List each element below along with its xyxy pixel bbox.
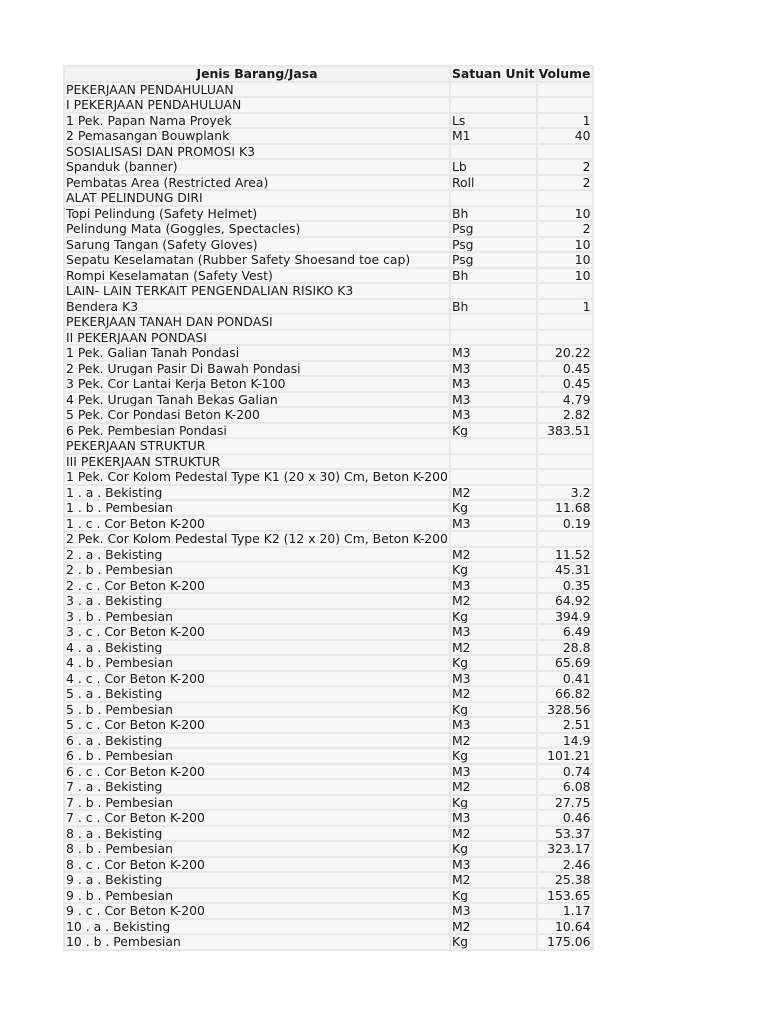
volume-cell xyxy=(538,532,592,546)
item-cell: 1 . a . Bekisting xyxy=(65,486,449,500)
item-cell: 7 . a . Bekisting xyxy=(65,780,449,794)
unit-cell: Psg xyxy=(451,253,536,267)
item-cell: 6 . a . Bekisting xyxy=(65,734,449,748)
volume-cell: 10 xyxy=(538,207,592,221)
volume-cell: 1.17 xyxy=(538,904,592,918)
item-cell: 2 . b . Pembesian xyxy=(65,563,449,577)
item-cell: Rompi Keselamatan (Safety Vest) xyxy=(65,269,449,283)
unit-cell: M2 xyxy=(451,920,536,934)
volume-cell: 27.75 xyxy=(538,796,592,810)
table-row xyxy=(65,858,592,872)
volume-cell xyxy=(538,439,592,453)
table-row xyxy=(65,501,592,515)
table-row xyxy=(65,346,592,360)
unit-cell xyxy=(451,331,536,345)
unit-cell xyxy=(451,439,536,453)
table-row xyxy=(65,98,592,112)
unit-cell: M2 xyxy=(451,486,536,500)
item-cell: 2 . a . Bekisting xyxy=(65,548,449,562)
volume-cell: 0.41 xyxy=(538,672,592,686)
item-cell: LAIN- LAIN TERKAIT PENGENDALIAN RISIKO K3 xyxy=(65,284,449,298)
table-row xyxy=(65,315,592,329)
unit-cell: Kg xyxy=(451,935,536,949)
table-row xyxy=(65,114,592,128)
item-cell: 9 . a . Bekisting xyxy=(65,873,449,887)
unit-cell: M2 xyxy=(451,641,536,655)
table-row xyxy=(65,873,592,887)
table-row xyxy=(65,439,592,453)
bill-of-quantities-table xyxy=(63,65,594,951)
item-cell: 8 . a . Bekisting xyxy=(65,827,449,841)
unit-cell xyxy=(451,191,536,205)
table-row xyxy=(65,331,592,345)
table-row xyxy=(65,842,592,856)
table-row xyxy=(65,284,592,298)
table-row xyxy=(65,517,592,531)
item-cell: 9 . c . Cor Beton K-200 xyxy=(65,904,449,918)
volume-cell: 383.51 xyxy=(538,424,592,438)
table-row xyxy=(65,687,592,701)
item-cell: 4 . c . Cor Beton K-200 xyxy=(65,672,449,686)
volume-cell: 394.9 xyxy=(538,610,592,624)
unit-cell: M3 xyxy=(451,408,536,422)
unit-cell: Kg xyxy=(451,842,536,856)
volume-cell: 0.35 xyxy=(538,579,592,593)
unit-cell: Kg xyxy=(451,749,536,763)
unit-cell: Kg xyxy=(451,610,536,624)
table-row xyxy=(65,129,592,143)
table-row xyxy=(65,532,592,546)
item-cell: Bendera K3 xyxy=(65,300,449,314)
volume-cell: 2.82 xyxy=(538,408,592,422)
item-cell: I PEKERJAAN PENDAHULUAN xyxy=(65,98,449,112)
unit-cell: M3 xyxy=(451,904,536,918)
item-cell: 3 . a . Bekisting xyxy=(65,594,449,608)
item-cell: 4 Pek. Urugan Tanah Bekas Galian xyxy=(65,393,449,407)
item-cell: 10 . b . Pembesian xyxy=(65,935,449,949)
unit-cell: M3 xyxy=(451,579,536,593)
volume-cell xyxy=(538,191,592,205)
unit-cell: M2 xyxy=(451,780,536,794)
item-cell: 10 . a . Bekisting xyxy=(65,920,449,934)
volume-cell: 28.8 xyxy=(538,641,592,655)
table-row xyxy=(65,734,592,748)
unit-cell: Kg xyxy=(451,656,536,670)
unit-cell: M3 xyxy=(451,346,536,360)
volume-cell xyxy=(538,83,592,97)
volume-cell: 101.21 xyxy=(538,749,592,763)
table-row xyxy=(65,548,592,562)
volume-cell: 10.64 xyxy=(538,920,592,934)
volume-cell: 0.46 xyxy=(538,811,592,825)
table-row xyxy=(65,827,592,841)
unit-cell: M2 xyxy=(451,594,536,608)
table-row xyxy=(65,563,592,577)
item-cell: 1 Pek. Papan Nama Proyek xyxy=(65,114,449,128)
item-cell: 5 . a . Bekisting xyxy=(65,687,449,701)
volume-cell xyxy=(538,284,592,298)
item-cell: 4 . a . Bekisting xyxy=(65,641,449,655)
volume-cell: 323.17 xyxy=(538,842,592,856)
item-cell: 5 . c . Cor Beton K-200 xyxy=(65,718,449,732)
header-item: Jenis Barang/Jasa xyxy=(65,67,449,81)
unit-cell: Bh xyxy=(451,269,536,283)
table-row xyxy=(65,424,592,438)
volume-cell: 2 xyxy=(538,160,592,174)
volume-cell: 10 xyxy=(538,269,592,283)
table-row xyxy=(65,780,592,794)
volume-cell: 153.65 xyxy=(538,889,592,903)
table-row xyxy=(65,656,592,670)
volume-cell: 20.22 xyxy=(538,346,592,360)
item-cell: 5 Pek. Cor Pondasi Beton K-200 xyxy=(65,408,449,422)
unit-cell xyxy=(451,470,536,484)
unit-cell xyxy=(451,532,536,546)
table-row xyxy=(65,393,592,407)
item-cell: 6 Pek. Pembesian Pondasi xyxy=(65,424,449,438)
unit-cell: Bh xyxy=(451,300,536,314)
volume-cell: 65.69 xyxy=(538,656,592,670)
item-cell: 6 . c . Cor Beton K-200 xyxy=(65,765,449,779)
unit-cell xyxy=(451,455,536,469)
table-row xyxy=(65,672,592,686)
item-cell: Topi Pelindung (Safety Helmet) xyxy=(65,207,449,221)
table-row xyxy=(65,904,592,918)
table-row xyxy=(65,486,592,500)
table-row xyxy=(65,889,592,903)
table-row xyxy=(65,749,592,763)
item-cell: PEKERJAAN PENDAHULUAN xyxy=(65,83,449,97)
volume-cell: 2.46 xyxy=(538,858,592,872)
table-row xyxy=(65,765,592,779)
table-row xyxy=(65,935,592,949)
volume-cell xyxy=(538,470,592,484)
unit-cell: Kg xyxy=(451,424,536,438)
table-row xyxy=(65,207,592,221)
table-row xyxy=(65,300,592,314)
unit-cell: M3 xyxy=(451,625,536,639)
item-cell: 9 . b . Pembesian xyxy=(65,889,449,903)
table-row xyxy=(65,408,592,422)
volume-cell: 0.45 xyxy=(538,362,592,376)
item-cell: Pembatas Area (Restricted Area) xyxy=(65,176,449,190)
table-header-row xyxy=(65,67,592,81)
item-cell: SOSIALISASI DAN PROMOSI K3 xyxy=(65,145,449,159)
volume-cell xyxy=(538,145,592,159)
item-cell: Pelindung Mata (Goggles, Spectacles) xyxy=(65,222,449,236)
item-cell: 1 . c . Cor Beton K-200 xyxy=(65,517,449,531)
item-cell: 3 . b . Pembesian xyxy=(65,610,449,624)
volume-cell: 10 xyxy=(538,253,592,267)
unit-cell: Bh xyxy=(451,207,536,221)
unit-cell: M2 xyxy=(451,687,536,701)
item-cell: 5 . b . Pembesian xyxy=(65,703,449,717)
unit-cell: Roll xyxy=(451,176,536,190)
table-row xyxy=(65,625,592,639)
unit-cell: Psg xyxy=(451,222,536,236)
table-row xyxy=(65,222,592,236)
volume-cell: 6.49 xyxy=(538,625,592,639)
unit-cell: M3 xyxy=(451,672,536,686)
table-row xyxy=(65,594,592,608)
table-body xyxy=(65,83,592,949)
volume-cell: 64.92 xyxy=(538,594,592,608)
item-cell: PEKERJAAN TANAH DAN PONDASI xyxy=(65,315,449,329)
volume-cell xyxy=(538,315,592,329)
table-row xyxy=(65,470,592,484)
unit-cell: M3 xyxy=(451,393,536,407)
item-cell: 8 . b . Pembesian xyxy=(65,842,449,856)
unit-cell: M3 xyxy=(451,858,536,872)
volume-cell: 3.2 xyxy=(538,486,592,500)
table-row xyxy=(65,83,592,97)
unit-cell: M3 xyxy=(451,517,536,531)
table-row xyxy=(65,377,592,391)
volume-cell: 11.68 xyxy=(538,501,592,515)
table-row xyxy=(65,455,592,469)
unit-cell: Kg xyxy=(451,703,536,717)
item-cell: 1 Pek. Galian Tanah Pondasi xyxy=(65,346,449,360)
table-row xyxy=(65,811,592,825)
item-cell: 3 . c . Cor Beton K-200 xyxy=(65,625,449,639)
table-row xyxy=(65,796,592,810)
unit-cell: M3 xyxy=(451,811,536,825)
item-cell: Sarung Tangan (Safety Gloves) xyxy=(65,238,449,252)
unit-cell: Kg xyxy=(451,889,536,903)
unit-cell: M3 xyxy=(451,377,536,391)
volume-cell xyxy=(538,455,592,469)
volume-cell: 175.06 xyxy=(538,935,592,949)
item-cell: II PEKERJAAN PONDASI xyxy=(65,331,449,345)
volume-cell xyxy=(538,331,592,345)
unit-cell xyxy=(451,145,536,159)
volume-cell: 2.51 xyxy=(538,718,592,732)
unit-cell xyxy=(451,98,536,112)
volume-cell: 2 xyxy=(538,176,592,190)
item-cell: 7 . b . Pembesian xyxy=(65,796,449,810)
table-row xyxy=(65,269,592,283)
table-row xyxy=(65,920,592,934)
item-cell: 6 . b . Pembesian xyxy=(65,749,449,763)
item-cell: 4 . b . Pembesian xyxy=(65,656,449,670)
volume-cell: 45.31 xyxy=(538,563,592,577)
header-volume: Volume xyxy=(538,67,591,81)
table-row xyxy=(65,191,592,205)
table-row xyxy=(65,362,592,376)
volume-cell: 0.74 xyxy=(538,765,592,779)
volume-cell: 2 xyxy=(538,222,592,236)
item-cell: Spanduk (banner) xyxy=(65,160,449,174)
volume-cell: 10 xyxy=(538,238,592,252)
volume-cell xyxy=(538,98,592,112)
table-row xyxy=(65,579,592,593)
unit-cell: M3 xyxy=(451,718,536,732)
unit-cell: Lb xyxy=(451,160,536,174)
item-cell: 2 Pek. Urugan Pasir Di Bawah Pondasi xyxy=(65,362,449,376)
item-cell: 8 . c . Cor Beton K-200 xyxy=(65,858,449,872)
item-cell: III PEKERJAAN STRUKTUR xyxy=(65,455,449,469)
unit-cell: Kg xyxy=(451,796,536,810)
volume-cell: 0.19 xyxy=(538,517,592,531)
table-row xyxy=(65,253,592,267)
volume-cell: 1 xyxy=(538,300,592,314)
unit-cell xyxy=(451,315,536,329)
volume-cell: 14.9 xyxy=(538,734,592,748)
table-row xyxy=(65,641,592,655)
unit-cell xyxy=(451,284,536,298)
table-row xyxy=(65,610,592,624)
unit-cell: M2 xyxy=(451,827,536,841)
table-row xyxy=(65,176,592,190)
item-cell: Sepatu Keselamatan (Rubber Safety Shoesand toe cap) xyxy=(65,253,449,267)
unit-cell: M2 xyxy=(451,548,536,562)
unit-cell: M3 xyxy=(451,765,536,779)
volume-cell: 40 xyxy=(538,129,592,143)
volume-cell: 25.38 xyxy=(538,873,592,887)
unit-cell xyxy=(451,83,536,97)
table-row xyxy=(65,718,592,732)
volume-cell: 11.52 xyxy=(538,548,592,562)
table-row xyxy=(65,160,592,174)
unit-cell: Psg xyxy=(451,238,536,252)
header-unit: Satuan Unit xyxy=(451,67,535,81)
item-cell: 2 . c . Cor Beton K-200 xyxy=(65,579,449,593)
item-cell: 2 Pek. Cor Kolom Pedestal Type K2 (12 x 20) Cm, Beton K-200 xyxy=(66,532,448,546)
table-row xyxy=(65,703,592,717)
item-cell: 7 . c . Cor Beton K-200 xyxy=(65,811,449,825)
item-cell: 2 Pemasangan Bouwplank xyxy=(65,129,449,143)
item-cell: 3 Pek. Cor Lantai Kerja Beton K-100 xyxy=(65,377,449,391)
item-cell: ALAT PELINDUNG DIRI xyxy=(65,191,449,205)
unit-cell: M2 xyxy=(451,873,536,887)
item-cell: 1 . b . Pembesian xyxy=(65,501,449,515)
volume-cell: 0.45 xyxy=(538,377,592,391)
unit-cell: Ls xyxy=(451,114,536,128)
volume-cell: 53.37 xyxy=(538,827,592,841)
unit-cell: M3 xyxy=(451,362,536,376)
item-cell: 1 Pek. Cor Kolom Pedestal Type K1 (20 x 30) Cm, Beton K-200 xyxy=(66,470,448,484)
item-cell: PEKERJAAN STRUKTUR xyxy=(65,439,449,453)
unit-cell: Kg xyxy=(451,563,536,577)
table-row xyxy=(65,145,592,159)
volume-cell: 4.79 xyxy=(538,393,592,407)
volume-cell: 1 xyxy=(538,114,592,128)
volume-cell: 66.82 xyxy=(538,687,592,701)
unit-cell: Kg xyxy=(451,501,536,515)
table-row xyxy=(65,238,592,252)
volume-cell: 6.08 xyxy=(538,780,592,794)
unit-cell: M1 xyxy=(451,129,536,143)
unit-cell: M2 xyxy=(451,734,536,748)
volume-cell: 328.56 xyxy=(538,703,592,717)
